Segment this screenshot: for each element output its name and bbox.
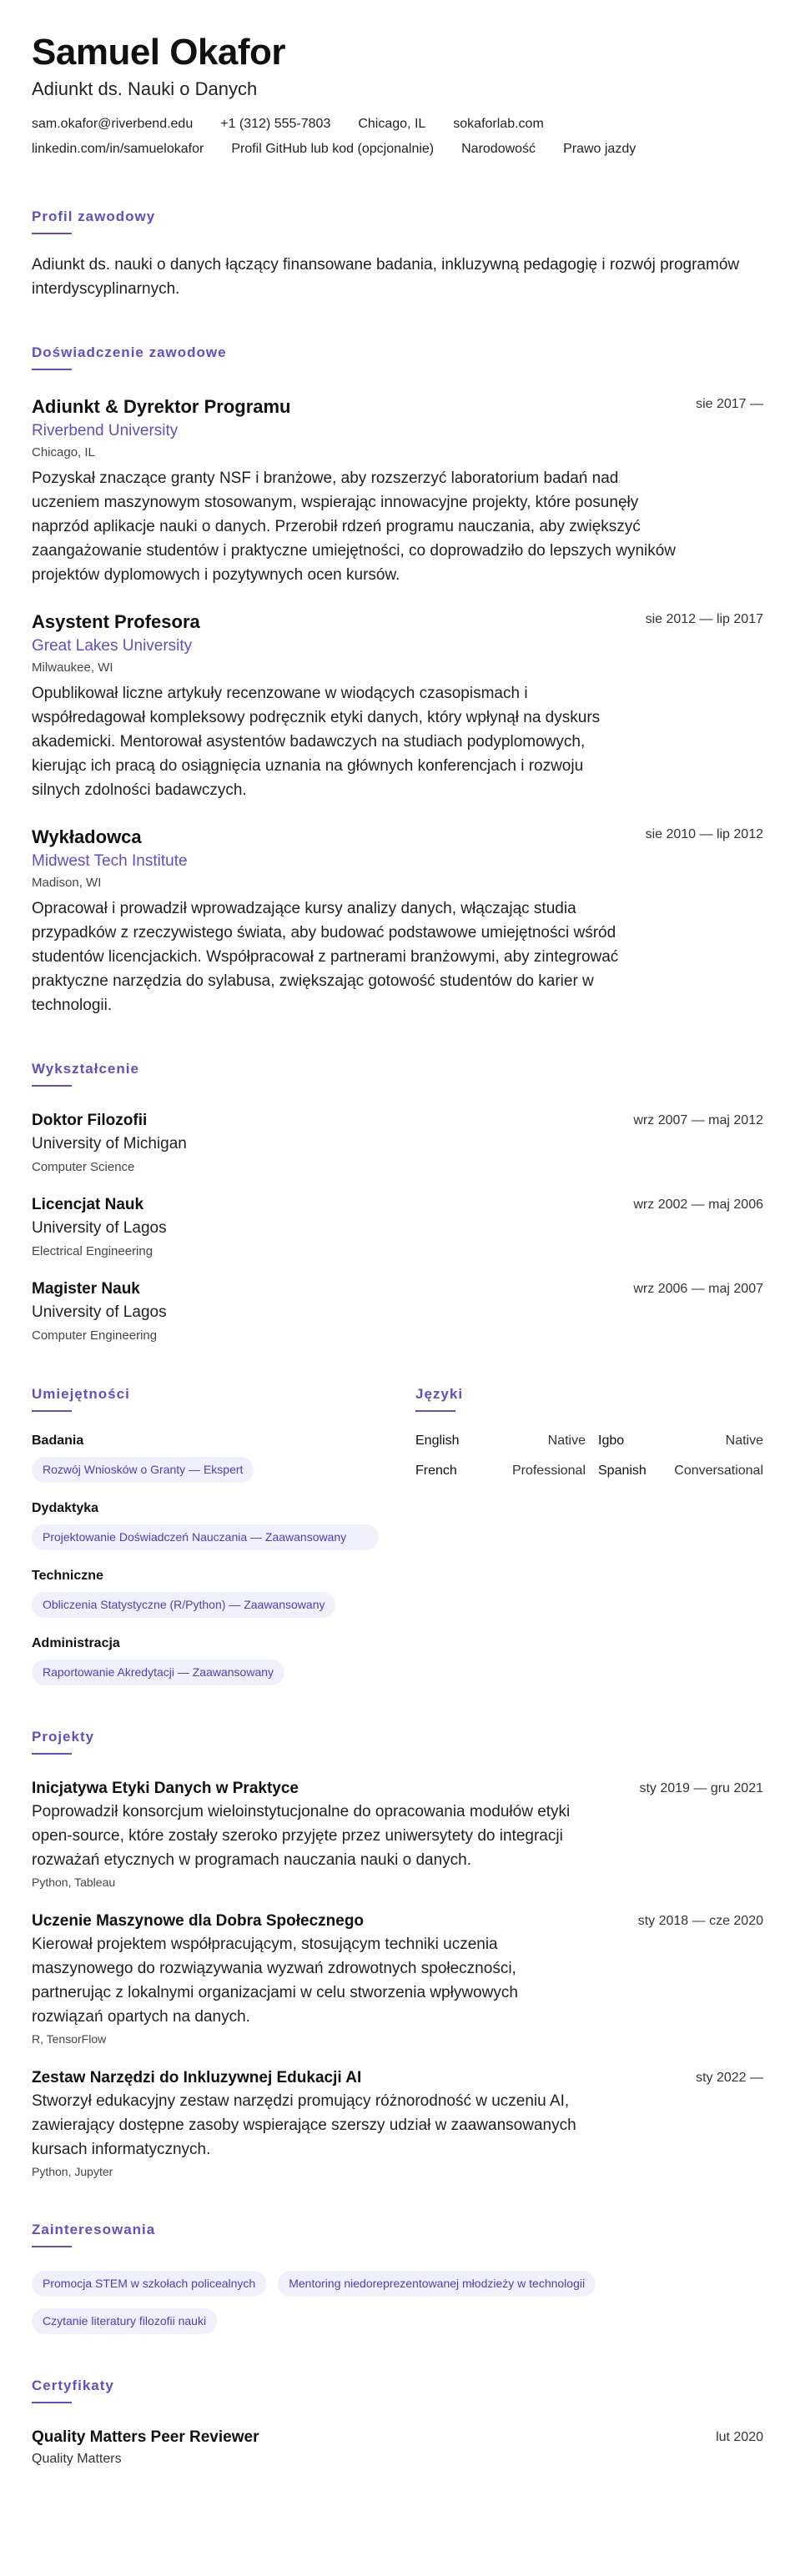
skill-chip: Rozwój Wniosków o Granty — Ekspert <box>32 1457 254 1483</box>
job-description: Opublikował liczne artykuły recenzowane w wiodących czasopismach i współredagował kompleksowy podręcznik etyki danych, który wpłynął na dyskurs akademicki. Mentorował asystentów badawczych na studiach podyplomowych, kierując ich pracą do osiągnięcia uznania na głównych konferencjach i rozwoju silnych zdolności badawczych. <box>32 685 601 799</box>
contact-row-primary <box>32 117 763 132</box>
education-field: Computer Engineering <box>32 1328 158 1343</box>
job-company: Great Lakes University <box>32 637 193 655</box>
section-divider <box>32 2402 72 2403</box>
project-description: Kierował projektem współpracującym, stosującym techniki uczenia maszynowego do rozwiązywania wyzwań zdrowotnych społeczności, partnerując z lokalnymi organizacjami w celu stworzenia wpływowych rozwiązań opartych na danych. <box>32 1936 518 2026</box>
project-tech: Python, Jupyter <box>32 2165 113 2178</box>
contact-linkedin[interactable]: linkedin.com/in/samuelokafor <box>32 142 204 156</box>
job-title: Wykładowca <box>32 826 142 847</box>
education-entry <box>32 1196 763 1258</box>
language-level: Native <box>725 1434 763 1448</box>
education-degree: Licencjat Nauk <box>32 1196 144 1213</box>
languages-title: Języki <box>415 1386 464 1402</box>
interest-chip: Czytanie literatury filozofii nauki <box>32 2308 217 2334</box>
skills-title: Umiejętności <box>32 1386 130 1402</box>
education-entry <box>32 1280 763 1343</box>
skill-category: Badania <box>32 1434 84 1448</box>
certifications-section <box>32 2378 763 2467</box>
contact-email[interactable]: sam.okafor@riverbend.edu <box>32 117 194 131</box>
interest-chip: Promocja STEM w szkołach policealnych <box>32 2271 266 2297</box>
job-location: Milwaukee, WI <box>32 660 113 675</box>
education-school: University of Michigan <box>32 1135 187 1152</box>
education-section <box>32 1061 763 1343</box>
skills-languages-row <box>32 1343 763 1685</box>
education-entry <box>32 1112 763 1174</box>
interests-list <box>32 2271 666 2334</box>
project-tech: Python, Tableau <box>32 1876 116 1889</box>
education-dates: wrz 2002 — maj 2006 <box>633 1198 763 1212</box>
language-level: Conversational <box>674 1464 763 1478</box>
languages-grid <box>415 1434 763 1479</box>
skill-chip: Raportowanie Akredytacji — Zaawansowany <box>32 1660 284 1685</box>
certification-name: Quality Matters Peer Reviewer <box>32 2428 259 2446</box>
section-divider <box>415 1410 455 1412</box>
education-field: Computer Science <box>32 1160 135 1174</box>
contact-location: Chicago, IL <box>358 117 426 131</box>
section-divider <box>32 1410 72 1412</box>
job-location: Madison, WI <box>32 876 102 890</box>
education-school: University of Lagos <box>32 1219 167 1237</box>
section-divider <box>32 233 72 234</box>
job-dates: sie 2010 — lip 2012 <box>645 827 763 841</box>
skill-chip: Obliczenia Statystyczne (R/Python) — Zaawansowany <box>32 1592 335 1618</box>
project-entry <box>32 1780 763 1889</box>
summary-text: Adiunkt ds. nauki o danych łączący finansowane badania, inkluzywną pedagogię i rozwój programów interdyscyplinarnych. <box>32 256 740 298</box>
language-level: Native <box>547 1434 586 1448</box>
job-dates: sie 2017 — <box>696 397 763 411</box>
project-description: Stworzył edukacyjny zestaw narzędzi promujący różnorodność w uczeniu AI, zawierający dostępne zasoby wspierające szerszy udział w zaawansowanych kursach informatycznych. <box>32 2092 576 2158</box>
job-description: Pozyskał znaczące granty NSF i branżowe, aby rozszerzyć laboratorium badań nad uczeniem maszynowym stosowanym, wspierając innowacyjne projekty, które posunęły naprzód aplikacje nauki o danych. Przerobił rdzeń programu nauczania, aby zwiększyć zaangażowanie studentów i praktyczne umiejętności, co doprowadziło do lepszych wyników projektów dyplomowych i pozytywnych ocen kursów. <box>32 470 677 584</box>
language-name: Igbo <box>598 1434 625 1448</box>
language-name: English <box>415 1434 460 1448</box>
job-entry <box>32 395 763 587</box>
skill-category: Administracja <box>32 1636 120 1650</box>
candidate-name: Samuel Okafor <box>32 32 286 73</box>
language-name: Spanish <box>598 1464 647 1478</box>
certification-issuer: Quality Matters <box>32 2452 122 2466</box>
project-title: Inicjatywa Etyki Danych w Praktyce <box>32 1780 299 1797</box>
interests-section <box>32 2222 763 2334</box>
section-divider <box>32 2246 72 2247</box>
contact-nationality: Narodowość <box>461 142 536 156</box>
education-dates: wrz 2007 — maj 2012 <box>633 1113 763 1127</box>
experience-title: Doświadczenie zawodowe <box>32 344 227 360</box>
education-degree: Doktor Filozofii <box>32 1112 148 1129</box>
job-company: Riverbend University <box>32 422 179 439</box>
skill-group <box>32 1501 415 1550</box>
job-title: Asystent Profesora <box>32 611 200 632</box>
certification-entry <box>32 2428 763 2467</box>
experience-section <box>32 344 763 1017</box>
projects-title: Projekty <box>32 1729 95 1745</box>
job-location: Chicago, IL <box>32 445 95 459</box>
skill-chip: Projektowanie Doświadczeń Nauczania — Zaawansowany <box>32 1524 379 1550</box>
language-name: French <box>415 1464 457 1478</box>
contact-phone[interactable]: +1 (312) 555-7803 <box>220 117 331 131</box>
resume-header <box>32 32 763 167</box>
skills-section <box>32 1343 415 1685</box>
candidate-headline: Adiunkt ds. Nauki o Danych <box>32 78 258 99</box>
interests-title: Zainteresowania <box>32 2222 156 2237</box>
education-school: University of Lagos <box>32 1303 167 1321</box>
contact-driving-license: Prawo jazdy <box>563 142 637 156</box>
skill-category: Dydaktyka <box>32 1501 99 1515</box>
project-title: Uczenie Maszynowe dla Dobra Społecznego <box>32 1912 365 1930</box>
interest-chip: Mentoring niedoreprezentowanej młodzieży w technologii <box>278 2271 596 2297</box>
contact-info <box>32 117 763 167</box>
project-dates: sty 2018 — cze 2020 <box>637 1914 763 1928</box>
contact-github[interactable]: Profil GitHub lub kod (opcjonalnie) <box>231 142 435 156</box>
projects-section <box>32 1729 763 2178</box>
section-divider <box>32 1085 72 1087</box>
project-entry <box>32 2069 763 2178</box>
education-degree: Magister Nauk <box>32 1280 140 1298</box>
job-title: Adiunkt & Dyrektor Programu <box>32 396 291 417</box>
languages-section <box>415 1343 763 1685</box>
skill-group <box>32 1636 415 1685</box>
certification-date: lut 2020 <box>716 2430 763 2444</box>
project-dates: sty 2019 — gru 2021 <box>639 1781 763 1795</box>
project-entry <box>32 1912 763 2046</box>
job-dates: sie 2012 — lip 2017 <box>645 612 763 626</box>
summary-section <box>32 208 763 301</box>
job-description: Opracował i prowadził wprowadzające kursy analizy danych, włączając studia przypadków z rzeczywistego świata, aby budować podstawowe umiejętności wśród studentów licencjackich. Współpracował z partnerami branżowymi, aby zintegrować praktyczne narzędzia do sylabusa, zwiększając gotowość studentów do karier w technologii. <box>32 900 619 1014</box>
certifications-title: Certyfikaty <box>32 2378 114 2393</box>
skill-category: Techniczne <box>32 1569 103 1583</box>
contact-row-secondary <box>32 142 763 157</box>
skill-group <box>32 1434 415 1483</box>
summary-title: Profil zawodowy <box>32 208 156 224</box>
job-entry <box>32 610 763 802</box>
project-dates: sty 2022 — <box>696 2071 763 2085</box>
project-description: Poprowadził konsorcjum wieloinstytucjonalne do opracowania modułów etyki open-source, które zostały szeroko przyjęte przez uniwersytety do integracji rozważań etycznych w programach nauczania nauki o danych. <box>32 1803 571 1869</box>
project-tech: R, TensorFlow <box>32 2032 107 2046</box>
job-company: Midwest Tech Institute <box>32 852 188 870</box>
education-field: Electrical Engineering <box>32 1244 153 1258</box>
skill-group <box>32 1569 415 1618</box>
section-divider <box>32 369 72 370</box>
job-entry <box>32 826 763 1017</box>
education-dates: wrz 2006 — maj 2007 <box>633 1282 763 1296</box>
education-title: Wykształcenie <box>32 1061 139 1077</box>
language-level: Professional <box>511 1464 586 1478</box>
section-divider <box>32 1753 72 1755</box>
contact-website[interactable]: sokaforlab.com <box>453 117 544 131</box>
project-title: Zestaw Narzędzi do Inkluzywnej Edukacji AI <box>32 2069 362 2086</box>
